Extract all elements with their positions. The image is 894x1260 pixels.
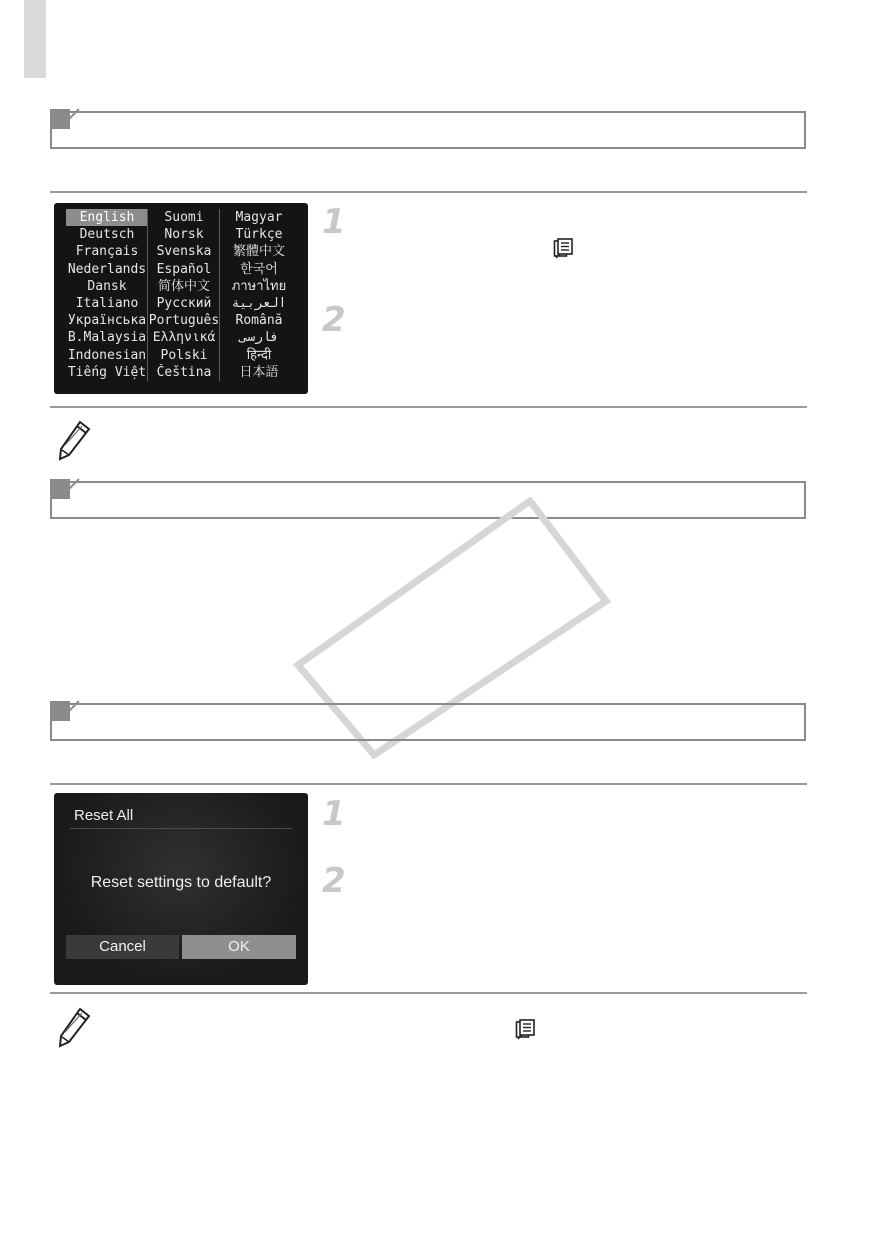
language-option[interactable]: Čeština	[156, 364, 212, 380]
language-option[interactable]: Magyar	[235, 210, 283, 225]
step-number-2-reset: 2	[322, 861, 346, 901]
step-number-1-reset: 1	[322, 794, 346, 834]
reset-all-screen	[54, 793, 308, 985]
section-3-top-rule	[50, 783, 807, 785]
section-header-1	[50, 111, 806, 149]
language-option[interactable]: Русский	[156, 296, 212, 311]
language-option[interactable]: ภาษาไทย	[231, 278, 287, 294]
language-option[interactable]: 简体中文	[157, 278, 210, 294]
language-option[interactable]: Ελληνικά	[152, 330, 216, 346]
section-3-bottom-rule	[50, 992, 807, 994]
section-1-bottom-rule	[50, 406, 807, 408]
pencil-icon	[56, 419, 92, 463]
language-option[interactable]: Português	[148, 313, 220, 329]
ok-button[interactable]: OK	[182, 935, 296, 959]
language-option[interactable]: Türkçe	[235, 227, 283, 243]
language-option[interactable]: Italiano	[75, 296, 139, 311]
side-tab	[24, 0, 46, 78]
language-selection-screen	[54, 203, 308, 394]
language-option[interactable]: 日本語	[239, 364, 279, 380]
step-number-2: 2	[322, 300, 346, 340]
language-option[interactable]: Українська	[67, 313, 147, 329]
language-option[interactable]: Deutsch	[79, 227, 135, 243]
language-option[interactable]: Svenska	[156, 244, 212, 260]
language-option[interactable]: B.Malaysia	[67, 330, 147, 346]
language-grid-divider	[219, 209, 220, 381]
language-option[interactable]: Indonesian	[67, 347, 147, 363]
section-header-2-marker	[50, 479, 70, 499]
language-option[interactable]: Norsk	[164, 227, 204, 243]
reset-dialog-title: Reset All	[74, 807, 134, 824]
language-option[interactable]: Français	[75, 244, 139, 260]
reset-dialog-message: Reset settings to default?	[90, 874, 272, 891]
language-option[interactable]: Polski	[160, 347, 208, 363]
section-header-1-marker	[50, 109, 70, 129]
language-option[interactable]: Dansk	[87, 278, 127, 294]
language-option[interactable]: Tiếng Việt	[67, 364, 147, 380]
section-1-top-rule	[50, 191, 807, 193]
language-option[interactable]: Română	[235, 313, 283, 329]
cancel-button[interactable]: Cancel	[66, 935, 179, 959]
menu-icon	[514, 1019, 536, 1041]
language-option[interactable]: हिन्दी	[246, 347, 272, 363]
reset-dialog-divider	[70, 828, 292, 829]
step-number-1: 1	[322, 202, 346, 242]
pencil-icon	[56, 1006, 92, 1050]
section-header-3-marker	[50, 701, 70, 721]
language-option[interactable]: فارسی	[239, 330, 279, 346]
language-option[interactable]: 한국어	[240, 261, 278, 277]
section-header-3	[50, 703, 806, 741]
menu-icon	[552, 238, 574, 260]
language-option[interactable]: 繁體中文	[232, 244, 285, 260]
language-grid-divider	[147, 209, 148, 381]
language-option[interactable]: Nederlands	[67, 261, 147, 277]
language-option[interactable]: Español	[156, 261, 212, 277]
language-option[interactable]: English	[66, 209, 148, 226]
language-option[interactable]: Suomi	[164, 210, 204, 225]
language-option[interactable]: العربية	[231, 296, 287, 311]
